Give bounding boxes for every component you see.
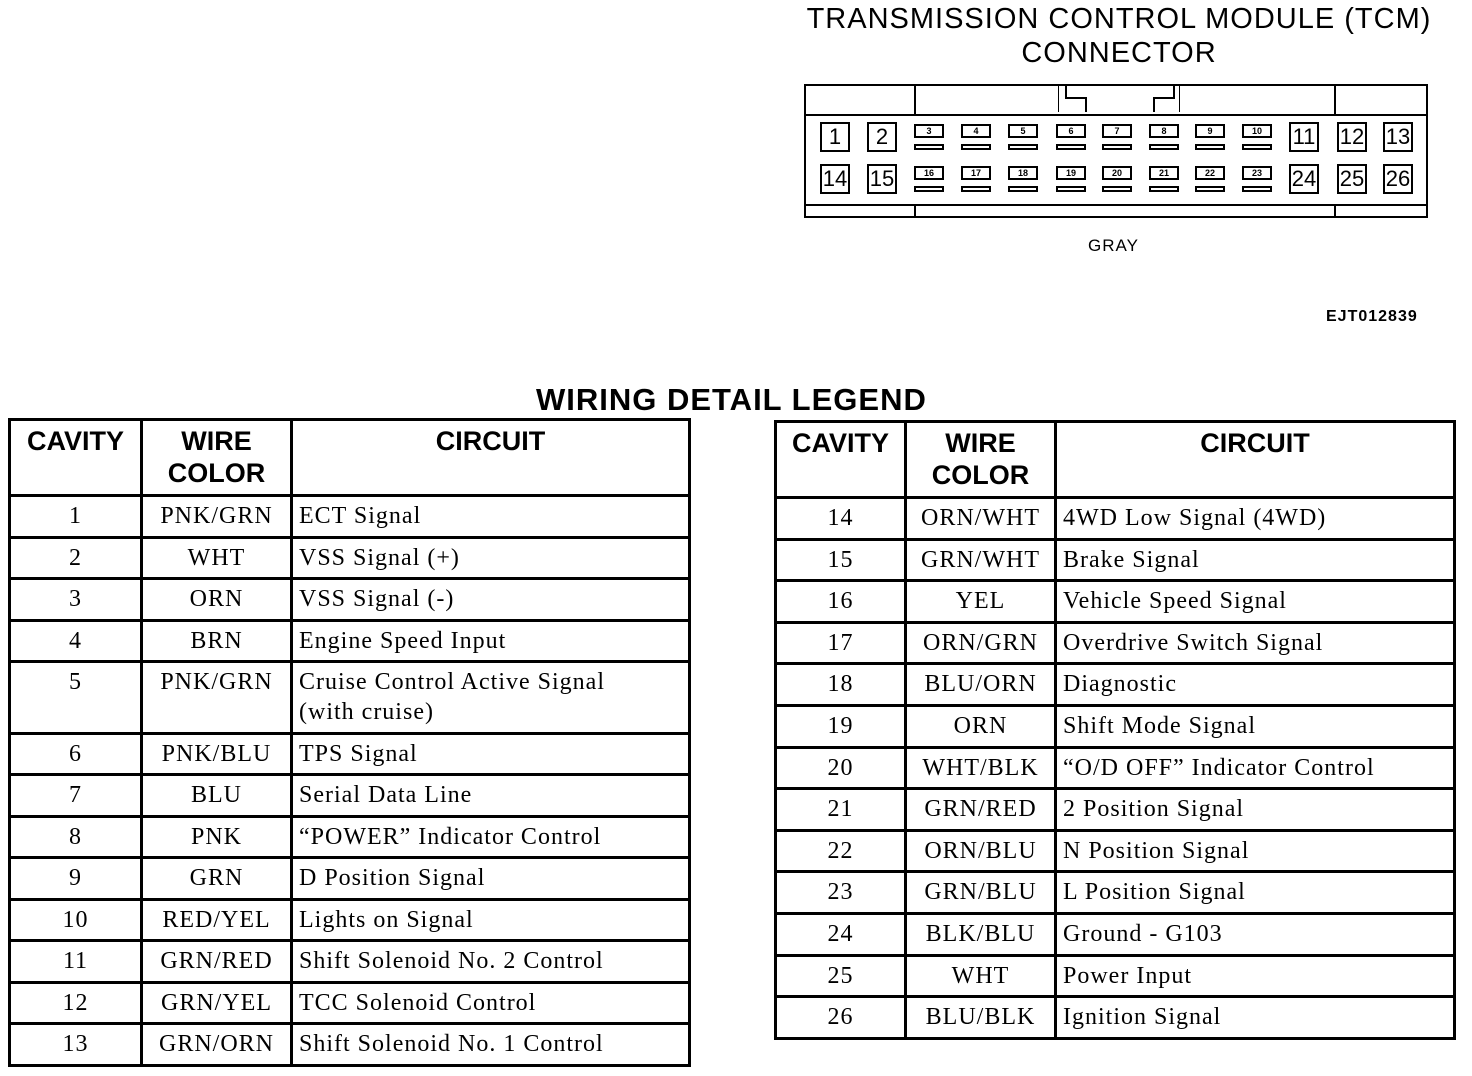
circuit-cell: [1056, 997, 1455, 1039]
connector-pin: 18: [1008, 166, 1038, 180]
circuit-text: Vehicle Speed Signal: [1063, 588, 1287, 615]
connector-pin: 21: [1149, 166, 1179, 180]
connector-pin: 9: [1195, 124, 1225, 138]
cavity-cell: 5: [10, 662, 142, 734]
connector-divider: [1334, 206, 1336, 216]
circuit-text: N Position Signal: [1063, 837, 1250, 864]
circuit-text: Cruise Control Active Signal: [299, 669, 605, 695]
cavity-cell: 4: [10, 620, 142, 662]
wiring-legend-table-left: [8, 418, 691, 1067]
column-header-circuit: CIRCUIT: [1056, 422, 1455, 498]
circuit-cell: [1056, 539, 1455, 581]
wire-color-cell: RED/YEL: [142, 899, 292, 941]
connector-pin-slot: [1242, 144, 1272, 150]
connector-pin: 20: [1102, 166, 1132, 180]
circuit-cell: [1056, 872, 1455, 914]
wiring-legend-table-right: [774, 420, 1456, 1040]
wire-color-cell: GRN/RED: [142, 941, 292, 983]
wire-color-cell: ORN/BLU: [906, 830, 1056, 872]
wire-color-cell: GRN/YEL: [142, 982, 292, 1024]
cavity-cell: 17: [776, 622, 906, 664]
wire-color-cell: GRN/RED: [906, 789, 1056, 831]
connector-pin: 19: [1056, 166, 1086, 180]
circuit-text: Lights on Signal: [299, 906, 474, 933]
circuit-cell: [1056, 830, 1455, 872]
table-row: [776, 830, 1455, 872]
connector-divider: [914, 206, 916, 216]
wire-color-cell: PNK: [142, 816, 292, 858]
cavity-cell: 20: [776, 747, 906, 789]
wire-color-cell: BLU: [142, 775, 292, 817]
connector-pin: 11: [1289, 122, 1319, 152]
connector-pin: 12: [1337, 122, 1367, 152]
circuit-cell: [1056, 581, 1455, 623]
connector-pin: 22: [1195, 166, 1225, 180]
connector-pin: 3: [914, 124, 944, 138]
connector-pin: 13: [1383, 122, 1413, 152]
circuit-text: ECT Signal: [299, 503, 422, 529]
circuit-text: Ignition Signal: [1063, 1004, 1222, 1031]
table-row: [776, 539, 1455, 581]
circuit-cell: [292, 662, 690, 734]
connector-pin-slot: [914, 186, 944, 192]
circuit-text: Serial Data Line: [299, 782, 473, 808]
connector-pin-slot: [1102, 144, 1132, 150]
circuit-text: TCC Solenoid Control: [299, 989, 537, 1016]
cavity-cell: 7: [10, 775, 142, 817]
connector-pin: 17: [961, 166, 991, 180]
circuit-text: “POWER” Indicator Control: [299, 823, 602, 850]
circuit-cell: [1056, 664, 1455, 706]
circuit-cell: [1056, 622, 1455, 664]
circuit-text: Power Input: [1063, 962, 1192, 989]
table-row: [10, 982, 690, 1024]
circuit-text: Shift Solenoid No. 2 Control: [299, 948, 604, 974]
circuit-text: TPS Signal: [299, 740, 418, 767]
connector-pin: 8: [1149, 124, 1179, 138]
connector-pin-slot: [1242, 186, 1272, 192]
title-line-1: TRANSMISSION CONTROL MODULE (TCM): [806, 3, 1432, 35]
connector-divider: [1334, 86, 1336, 114]
table-row: [776, 955, 1455, 997]
cavity-cell: 16: [776, 581, 906, 623]
connector-pin: 2: [867, 122, 897, 152]
circuit-cell: [292, 1024, 690, 1066]
connector-pin: 26: [1383, 164, 1413, 194]
circuit-text: D Position Signal: [299, 865, 486, 891]
circuit-cell: [292, 733, 690, 775]
column-header-circuit: CIRCUIT: [292, 420, 690, 496]
connector-bottom-rail: [806, 204, 1426, 206]
table-row: [10, 858, 690, 900]
table-row: [10, 662, 690, 734]
cavity-cell: 26: [776, 997, 906, 1039]
connector-pin-slot: [961, 186, 991, 192]
circuit-cell: [1056, 789, 1455, 831]
wire-color-cell: BLK/BLU: [906, 913, 1056, 955]
circuit-text: Shift Solenoid No. 1 Control: [299, 1031, 604, 1057]
figure-id: EJT012839: [1326, 308, 1418, 325]
connector-pin: 6: [1056, 124, 1086, 138]
wire-color-cell: ORN: [906, 705, 1056, 747]
connector-pin-slot: [1056, 144, 1086, 150]
table-row: [10, 579, 690, 621]
table-row: [10, 941, 690, 983]
cavity-cell: 8: [10, 816, 142, 858]
cavity-cell: 12: [10, 982, 142, 1024]
wire-color-cell: WHT: [906, 955, 1056, 997]
cavity-cell: 21: [776, 789, 906, 831]
table-row: [10, 899, 690, 941]
connector-pin: 24: [1289, 164, 1319, 194]
table-row: [776, 581, 1455, 623]
connector-pin-slot: [1149, 144, 1179, 150]
wire-color-cell: ORN: [142, 579, 292, 621]
connector-top-rail: [806, 114, 1426, 116]
column-header-cavity: CAVITY: [10, 420, 142, 496]
table-row: [10, 1024, 690, 1066]
circuit-cell: [292, 858, 690, 900]
connector-pin-slot: [1149, 186, 1179, 192]
column-header-cavity: CAVITY: [776, 422, 906, 498]
table-row: [10, 620, 690, 662]
wire-color-cell: GRN/ORN: [142, 1024, 292, 1066]
circuit-text: 2 Position Signal: [1063, 796, 1245, 823]
cavity-cell: 15: [776, 539, 906, 581]
cavity-cell: 2: [10, 537, 142, 579]
circuit-cell: [292, 620, 690, 662]
cavity-cell: 22: [776, 830, 906, 872]
wire-color-cell: PNK/GRN: [142, 662, 292, 734]
circuit-text: Brake Signal: [1063, 546, 1200, 573]
cavity-cell: 6: [10, 733, 142, 775]
circuit-cell: [1056, 913, 1455, 955]
legend-title: WIRING DETAIL LEGEND: [536, 382, 927, 417]
connector-pin: 5: [1008, 124, 1038, 138]
cavity-cell: 18: [776, 664, 906, 706]
circuit-cell: [292, 537, 690, 579]
table-row: [10, 733, 690, 775]
cavity-cell: 3: [10, 579, 142, 621]
circuit-cell: [1056, 498, 1455, 540]
circuit-cell: [292, 899, 690, 941]
table-row: [10, 496, 690, 538]
circuit-cell: [292, 579, 690, 621]
circuit-text: Engine Speed Input: [299, 627, 507, 654]
table-row: [10, 775, 690, 817]
circuit-text: VSS Signal (-): [299, 586, 455, 612]
connector-pin: 25: [1337, 164, 1367, 194]
table-row: [776, 747, 1455, 789]
circuit-cell: [292, 816, 690, 858]
wire-color-cell: ORN/GRN: [906, 622, 1056, 664]
connector-pin: 14: [820, 164, 850, 194]
connector-pin-slot: [1195, 144, 1225, 150]
connector-pin: 15: [867, 164, 897, 194]
wire-color-cell: WHT/BLK: [906, 747, 1056, 789]
connector-color-label: GRAY: [1088, 236, 1139, 255]
connector-pin: 4: [961, 124, 991, 138]
tcm-connector-diagram: [804, 84, 1428, 218]
connector-pin-slot: [1102, 186, 1132, 192]
circuit-cell: [1056, 705, 1455, 747]
table-row: [776, 872, 1455, 914]
circuit-cell: [292, 982, 690, 1024]
wire-color-cell: GRN/WHT: [906, 539, 1056, 581]
cavity-cell: 13: [10, 1024, 142, 1066]
circuit-text: Ground - G103: [1063, 920, 1223, 947]
table-row: [776, 622, 1455, 664]
connector-pin-slot: [1008, 186, 1038, 192]
wire-color-cell: BLU/ORN: [906, 664, 1056, 706]
circuit-text: Overdrive Switch Signal: [1063, 629, 1324, 656]
table-row: [776, 705, 1455, 747]
table-row: [776, 913, 1455, 955]
cavity-cell: 14: [776, 498, 906, 540]
connector-pin: 23: [1242, 166, 1272, 180]
cavity-cell: 19: [776, 705, 906, 747]
connector-pin-slot: [914, 144, 944, 150]
connector-locking-key: [1058, 84, 1180, 114]
wire-color-cell: BRN: [142, 620, 292, 662]
wire-color-cell: GRN/BLU: [906, 872, 1056, 914]
column-header-wire-color: WIRE COLOR: [142, 420, 292, 496]
circuit-text: “O/D OFF” Indicator Control: [1063, 754, 1375, 781]
table-row: [776, 789, 1455, 831]
wire-color-cell: GRN: [142, 858, 292, 900]
column-header-wire-color: WIRE COLOR: [906, 422, 1056, 498]
circuit-cell: [292, 496, 690, 538]
connector-pin: 7: [1102, 124, 1132, 138]
circuit-cell: [292, 941, 690, 983]
circuit-cell: [1056, 955, 1455, 997]
connector-pin-slot: [1056, 186, 1086, 192]
circuit-cell: [1056, 747, 1455, 789]
circuit-text: VSS Signal (+): [299, 544, 460, 571]
cavity-cell: 25: [776, 955, 906, 997]
cavity-cell: 11: [10, 941, 142, 983]
circuit-text: Shift Mode Signal: [1063, 712, 1257, 739]
circuit-text: 4WD Low Signal (4WD): [1063, 505, 1327, 531]
cavity-cell: 24: [776, 913, 906, 955]
connector-pin-slot: [1008, 144, 1038, 150]
circuit-text: Diagnostic: [1063, 671, 1177, 698]
connector-pin: 10: [1242, 124, 1272, 138]
cavity-cell: 1: [10, 496, 142, 538]
circuit-text: L Position Signal: [1063, 879, 1246, 906]
diagram-title: [806, 2, 1432, 70]
cavity-cell: 9: [10, 858, 142, 900]
table-row: [776, 664, 1455, 706]
table-row: [776, 997, 1455, 1039]
wire-color-cell: BLU/BLK: [906, 997, 1056, 1039]
cavity-cell: 10: [10, 899, 142, 941]
wire-color-cell: PNK/GRN: [142, 496, 292, 538]
circuit-cell: [292, 775, 690, 817]
wire-color-cell: ORN/WHT: [906, 498, 1056, 540]
circuit-text-line-2: (with cruise): [299, 699, 434, 725]
table-row: [10, 816, 690, 858]
table-row: [776, 498, 1455, 540]
connector-pin-slot: [1195, 186, 1225, 192]
connector-divider: [914, 86, 916, 114]
title-line-2: CONNECTOR: [1021, 37, 1217, 69]
table-row: [10, 537, 690, 579]
wire-color-cell: WHT: [142, 537, 292, 579]
connector-pin-slot: [961, 144, 991, 150]
cavity-cell: 23: [776, 872, 906, 914]
connector-pin: 1: [820, 122, 850, 152]
connector-pin: 16: [914, 166, 944, 180]
wire-color-cell: YEL: [906, 581, 1056, 623]
wire-color-cell: PNK/BLU: [142, 733, 292, 775]
